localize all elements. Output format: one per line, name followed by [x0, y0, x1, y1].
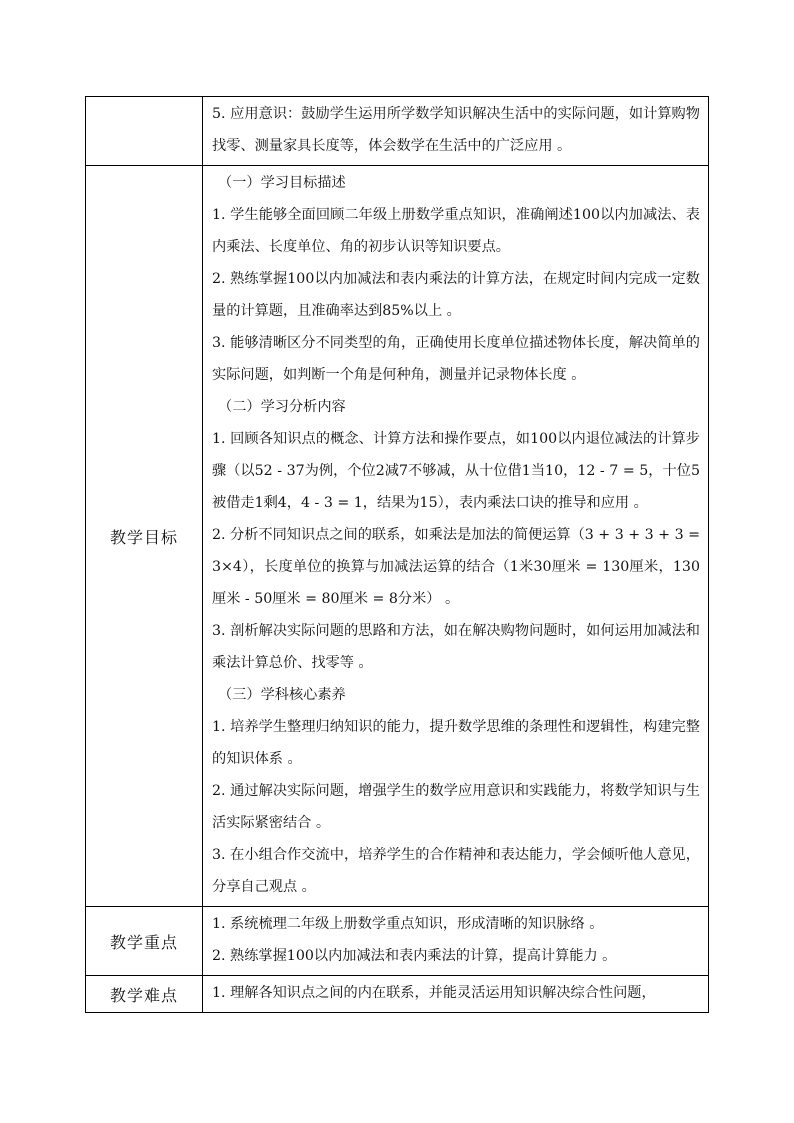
table-row	[86, 907, 709, 976]
list-item: 3. 在小组合作交流中，培养学生的合作精神和表达能力，学会倾听他人意见，分享自己观点 。	[212, 847, 700, 895]
list-item: 1. 学生能够全面回顾二年级上册数学重点知识，准确阐述100以内加减法、表内乘法、长度单位、角的初步认识等知识要点。	[212, 207, 700, 255]
application-awareness-cell	[203, 97, 709, 166]
list-item: 1. 回顾各知识点的概念、计算方法和操作要点，如100以内退位减法的计算步骤（以52 - 37为例，个位2减7不够减，从十位借1当10，12 - 7 = 5，十位5被借走1剩4，4 - 3 = 1，结果为15），表内乘法口诀的推导和应用 。	[212, 431, 700, 511]
table-row	[86, 166, 709, 907]
list-item: 2. 通过解决实际问题，增强学生的数学应用意识和实践能力，将数学知识与生活实际紧密结合 。	[212, 783, 700, 831]
list-item: 1. 系统梳理二年级上册数学重点知识，形成清晰的知识脉络 。	[212, 916, 604, 932]
list-item: 2. 熟练掌握100以内加减法和表内乘法的计算方法，在规定时间内完成一定数量的计算题，且准确率达到85%以上 。	[212, 271, 700, 319]
section-heading: （一）学习目标描述	[218, 175, 346, 191]
section-heading: （三）学科核心素养	[218, 687, 346, 703]
row-label-difficult-points: 教学难点	[86, 976, 203, 1013]
paragraph: 5. 应用意识：鼓励学生运用所学数学知识解决生活中的实际问题，如计算购物找零、测量家具长度等，体会数学在生活中的广泛应用 。	[212, 106, 700, 154]
list-item: 2. 熟练掌握100以内加减法和表内乘法的计算，提高计算能力 。	[212, 948, 617, 964]
row-label-key-points: 教学重点	[86, 907, 203, 976]
difficult-points-cell	[203, 976, 709, 1013]
row-label	[86, 97, 203, 166]
list-item: 1. 理解各知识点之间的内在联系，并能灵活运用知识解决综合性问题，	[212, 985, 656, 1001]
list-item: 3. 能够清晰区分不同类型的角，正确使用长度单位描述物体长度，解决简单的实际问题，如判断一个角是何种角，测量并记录物体长度 。	[212, 335, 700, 383]
list-item: 3. 剖析解决实际问题的思路和方法，如在解决购物问题时，如何运用加减法和乘法计算总价、找零等 。	[212, 623, 700, 671]
lesson-plan-table	[85, 96, 709, 1013]
row-label-teaching-goals: 教学目标	[86, 166, 203, 907]
table-row	[86, 97, 709, 166]
key-points-cell	[203, 907, 709, 976]
table-row	[86, 976, 709, 1013]
list-item: 2. 分析不同知识点之间的联系，如乘法是加法的简便运算（3 + 3 + 3 + 3 = 3×4），长度单位的换算与加减法运算的结合（1米30厘米 = 130厘米，130厘米 - 50厘米 = 80厘米 = 8分米） 。	[212, 527, 700, 607]
teaching-goals-cell	[203, 166, 709, 907]
section-heading: （二）学习分析内容	[218, 399, 346, 415]
list-item: 1. 培养学生整理归纳知识的能力，提升数学思维的条理性和逻辑性，构建完整的知识体系 。	[212, 719, 700, 767]
